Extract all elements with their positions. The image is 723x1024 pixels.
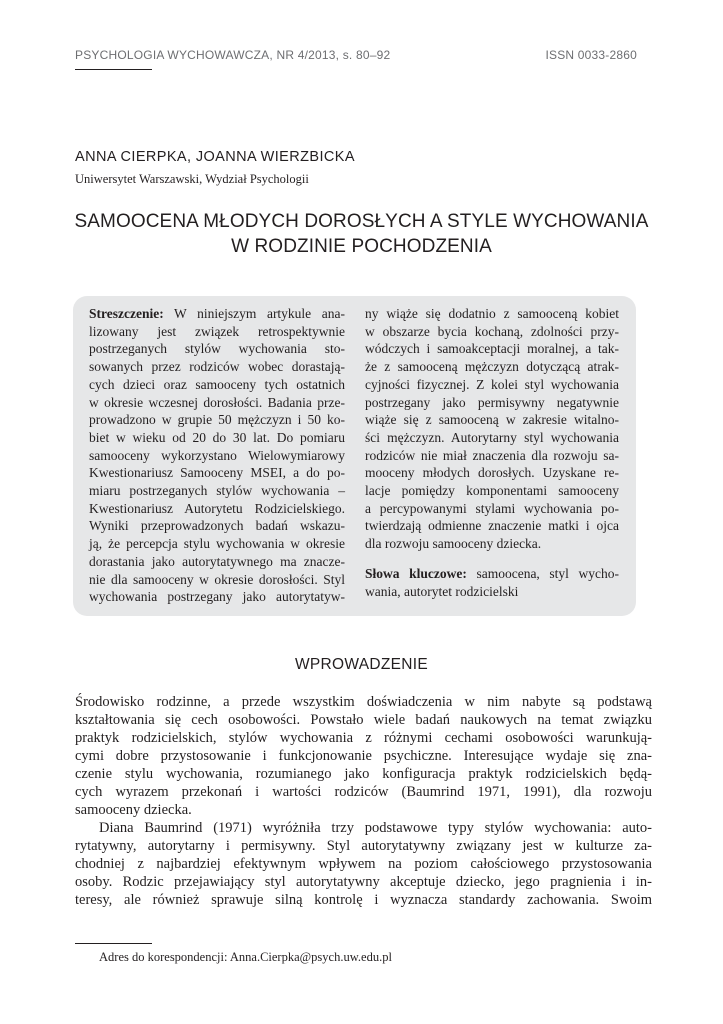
body-line: osoby. Rodzic przejawiający styl autorytatywny akceptuje dziecko, jego pragnienia i in- (75, 874, 652, 890)
abstract-line: samooceny wykorzystano Wielowymiarowy (89, 447, 345, 463)
footnote-rule (75, 943, 152, 944)
abstract-left-column (89, 305, 345, 606)
title-line-2: W RODZINIE POCHODZENIA (231, 236, 492, 257)
abstract-text: W niniejszym artykule ana- (163, 306, 345, 321)
title-line-1: SAMOOCENA MŁODYCH DOROSŁYCH A STYLE WYCHOWANIA (74, 211, 649, 232)
header-rule (75, 69, 152, 70)
abstract-line: lacje pomiędzy komponentami samooceny (365, 483, 619, 499)
abstract-line: że z samooceną mężczyzn dotyczącą atrak- (365, 359, 619, 375)
body-line: cych wyrazem przekonań i wartości rodziców (Baumrind 1971, 1991), dla rozwoju (75, 784, 652, 800)
authors: ANNA CIERPKA, JOANNA WIERZBICKA (75, 149, 355, 165)
abstract-line: postrzegany jako permisywny negatywnie (365, 394, 619, 410)
abstract-line: ją, że percepcja stylu wychowania w okresie (89, 536, 345, 552)
footnote: Adres do korespondencji: Anna.Cierpka@psych.uw.edu.pl (99, 950, 392, 964)
abstract-label: Streszczenie: (89, 306, 164, 321)
abstract-line: w okresie wczesnej dorosłości. Badania prze- (89, 394, 345, 410)
body-line: cymi dobre przystosowanie i funkcjonowanie psychiczne. Interesujące wydaje się zna- (75, 748, 652, 764)
abstract-line: dla rozwoju samooceny dziecka. (365, 536, 542, 552)
abstract-line: postrzeganych stylów wychowania sto- (89, 341, 345, 357)
abstract-line: ny wiąże się dodatnio z samooceną kobiet (365, 306, 619, 321)
abstract-line: a percypowanymi stylami wychowania po- (365, 500, 619, 516)
body-line: kształtowania się cech osobowości. Powstało wiele badań naukowych na temat związku (75, 712, 652, 728)
body-line: Środowisko rodzinne, a przede wszystkim doświadczenia w nim nabyte są podstawą (75, 694, 652, 710)
body-line: samooceny dziecka. (75, 802, 192, 818)
body-line: czenie stylu wychowania, rozumianego jako konfiguracja praktyk rodzicielskich będą- (75, 766, 652, 782)
article-title (60, 209, 663, 259)
keywords-line (365, 565, 619, 583)
abstract-line: wychowania postrzegany jako autorytatyw- (89, 589, 345, 605)
abstract-line: mooceny młodych dorosłych. Uzyskane re- (365, 465, 619, 481)
abstract-line: wódczych i samoakceptacji moralnej, a tak- (365, 341, 619, 357)
abstract-line: dorastania jako autorytatywnego ma znacze- (89, 553, 345, 569)
keywords-text: samoocena, styl wycho- (466, 565, 620, 581)
abstract-line: twierdzają odmienne znaczenie matki i ojca (365, 518, 619, 534)
abstract-line (89, 305, 345, 323)
keywords-line: wania, autorytet rodzicielski (365, 583, 519, 599)
section-heading: WPROWADZENIE (294, 656, 429, 673)
abstract-line: sowanych przez rodziców wobec dorastają- (89, 359, 345, 375)
abstract-line: Kwestionariusz Samooceny MSEI, a do po- (89, 465, 345, 481)
abstract-line: w obszarze bycia kochaną, zdolności przy- (365, 323, 619, 339)
keywords-label: Słowa kluczowe: (365, 565, 467, 581)
journal-citation: PSYCHOLOGIA WYCHOWAWCZA, NR 4/2013, s. 80–92 (75, 48, 391, 62)
abstract-right-column (365, 305, 619, 600)
abstract-line: Wyniki przeprowadzonych badań wskazu- (89, 518, 345, 534)
abstract-line: Kwestionariusz Autorytetu Rodzicielskiego. (89, 500, 345, 516)
body-text (75, 693, 652, 909)
body-line: praktyk rodzicielskich, stylów wychowania z różnymi cechami osobowości warunkują- (75, 730, 652, 746)
abstract-line: nie dla samooceny w okresie dorosłości. Styl (89, 571, 345, 587)
body-line: Diana Baumrind (1971) wyróżniła trzy podstawowe typy stylów wychowania: auto- (99, 820, 652, 836)
body-line: chodniej z najbardziej efektywnym wpływem na poziom całościowego przystosowania (75, 856, 652, 872)
abstract-line: biet w wieku od 20 do 30 lat. Do pomiaru (89, 429, 345, 445)
abstract-line: lizowany jest związek retrospektywnie (89, 323, 345, 339)
abstract-line: rodziców nie miał znaczenia dla rozwoju sa- (365, 447, 619, 463)
keywords (365, 565, 619, 600)
affiliation: Uniwersytet Warszawski, Wydział Psychologii (75, 172, 309, 186)
abstract-line: ści mężczyzn. Autorytarny styl wychowania (365, 429, 619, 445)
abstract-line: prowadzono w grupie 50 mężczyzn i 50 ko- (89, 412, 345, 428)
body-line: teresy, ale również sprawuje silną kontrolę i wyznacza standardy zachowania. Swoim (75, 892, 652, 908)
abstract-line: cyjności fizycznej. Z kolei styl wychowania (365, 376, 619, 392)
abstract-line: cych dzieci oraz samooceny tych ostatnich (89, 376, 345, 392)
abstract-line: wiąże się z samooceną w zakresie witalno- (365, 412, 619, 428)
body-line: rytatywny, autorytarny i permisywny. Styl autorytatywny związany jest w kulturze za- (75, 838, 652, 854)
issn: ISSN 0033-2860 (545, 48, 637, 62)
abstract-line: miaru postrzeganych stylów wychowania – (89, 483, 345, 499)
